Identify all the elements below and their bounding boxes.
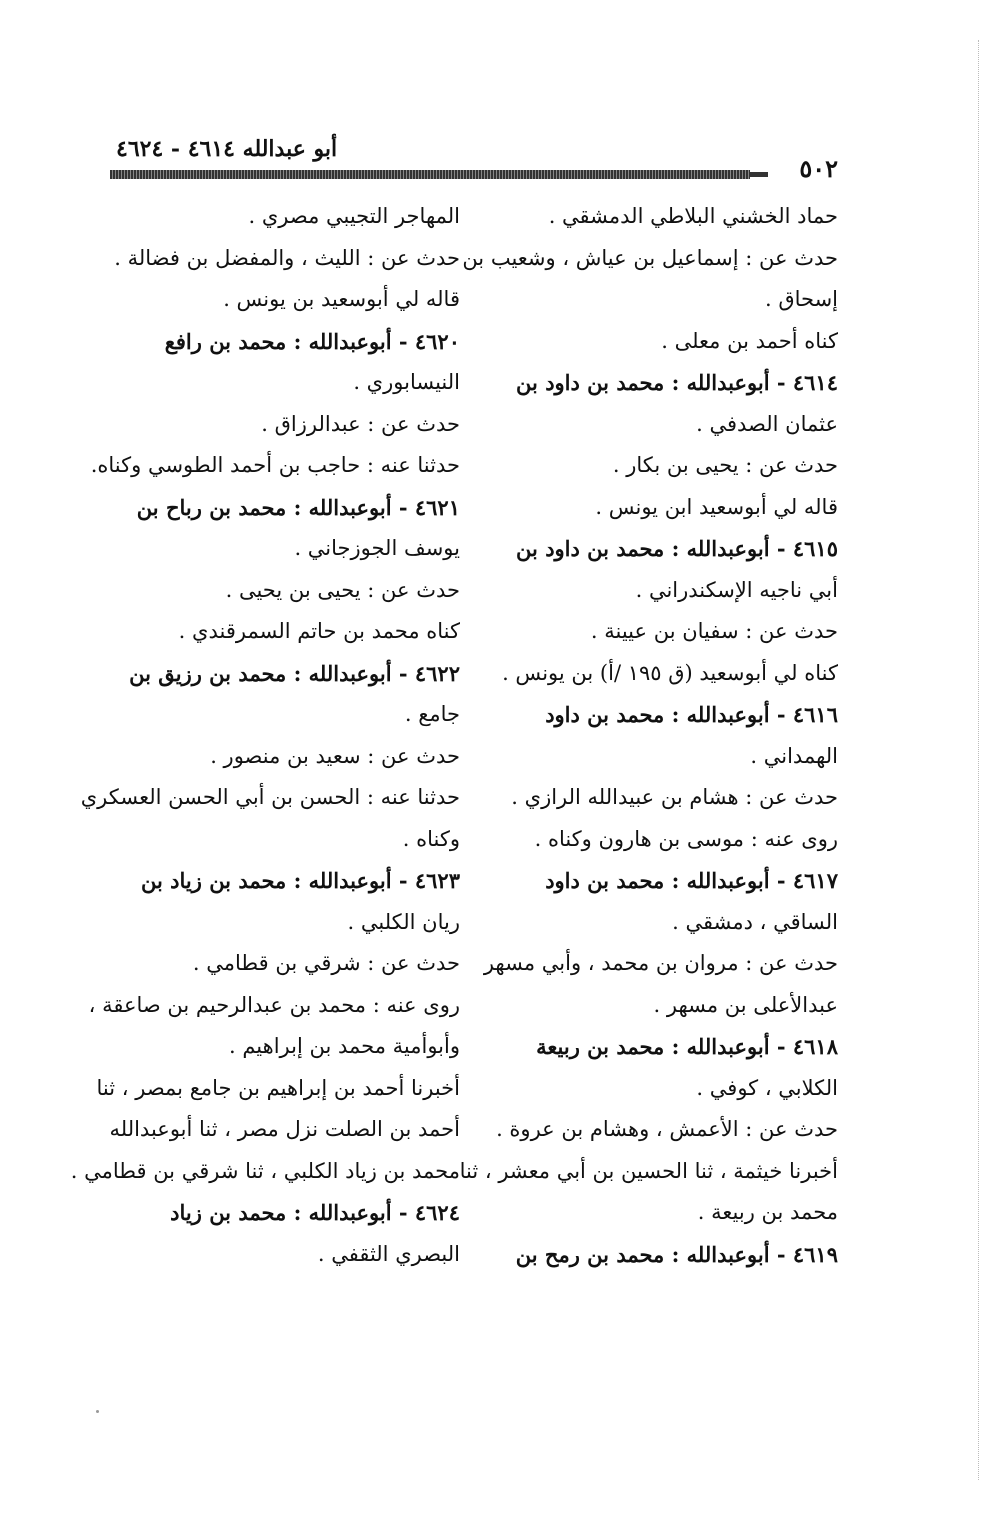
text-line: حدث عن : مروان بن محمد ، وأبي مسهر <box>483 951 838 975</box>
text-line: عبدالأعلى بن مسهر . <box>653 992 838 1017</box>
text-line: حدث عن : إسماعيل بن عياش ، وشعيب بن <box>462 245 838 270</box>
entry-heading-line: ٤٦٢٠ - أبوعبدالله : محمد بن رافع <box>164 328 460 354</box>
text-line: حدث عن : يحيى بن يحيى . <box>225 577 460 602</box>
text-line: ريان الكلبي . <box>347 909 460 934</box>
text-line: محمد بن ربيعة . <box>697 1200 838 1224</box>
text-line: حدث عن : الأعمش ، وهشام بن عروة . <box>496 1117 838 1141</box>
entry-heading-line: ٤٦١٧ - أبوعبدالله : محمد بن داود <box>545 868 838 893</box>
text-line: الساقي ، دمشقي . <box>672 909 838 934</box>
text-line: روى عنه : موسى بن هارون وكناه . <box>534 826 838 851</box>
entry-heading-line: ٤٦١٦ - أبوعبدالله : محمد بن داود <box>545 702 838 727</box>
text-line: وأبوأمية محمد بن إبراهيم . <box>228 1034 460 1058</box>
text-line: الكلابي ، كوفي . <box>696 1075 838 1100</box>
text-line: محمد بن زياد الكلبي ، ثنا شرقي بن قطامي . <box>70 1158 460 1183</box>
text-line: الهمداني . <box>750 743 838 768</box>
header-rule-end <box>750 172 768 177</box>
text-line: كناه لي أبوسعيد (ق ١٩٥ /أ) بن يونس . <box>502 660 838 685</box>
entry-heading-line: ٤٦١٨ - أبوعبدالله : محمد بن ربيعة <box>536 1034 838 1059</box>
entry-heading-line: ٤٦١٤ - أبوعبدالله : محمد بن داود بن <box>516 370 838 395</box>
left-column <box>70 196 460 1275</box>
text-line: أخبرنا أحمد بن إبراهيم بن جامع بمصر ، ثنا <box>96 1075 460 1100</box>
text-line: النيسابوري . <box>353 370 460 394</box>
text-line: حدث عن : الليث ، والمفضل بن فضالة . <box>114 245 460 270</box>
scan-speck <box>96 1410 99 1413</box>
text-line: يوسف الجوزجاني . <box>294 536 460 560</box>
header-rule <box>110 170 750 179</box>
text-line: حدث عن : يحيى بن بكار . <box>612 453 838 477</box>
text-line: حدث عن : سفيان بن عيينة . <box>590 619 838 643</box>
text-line: جامع . <box>404 702 460 726</box>
text-line: حماد الخشني البلاطي الدمشقي . <box>548 204 838 228</box>
text-line: وكناه . <box>402 826 460 851</box>
page-number: ٥٠٢ <box>799 154 838 183</box>
text-line: حدثنا عنه : الحسن بن أبي الحسن العسكري <box>80 785 460 809</box>
text-line: إسحاق . <box>764 287 838 311</box>
page-header <box>110 136 846 186</box>
entry-heading-line: ٤٦١٩ - أبوعبدالله : محمد بن رمح بن <box>515 1241 838 1267</box>
running-title: أبو عبدالله ٤٦١٤ - ٤٦٢٤ <box>116 136 338 162</box>
entry-heading-line: ٤٦٢٤ - أبوعبدالله : محمد بن زياد <box>170 1200 460 1225</box>
scan-margin-line <box>978 40 979 1480</box>
text-line: أبي ناجيه الإسكندراني . <box>635 577 838 602</box>
right-column <box>459 196 838 1275</box>
text-line: روى عنه : محمد بن عبدالرحيم بن صاعقة ، <box>88 992 460 1017</box>
entry-heading-line: ٤٦١٥ - أبوعبدالله : محمد بن داود بن <box>516 536 838 561</box>
text-line: البصري الثقفي . <box>317 1241 460 1266</box>
text-line: حدث عن : عبدالرزاق . <box>261 411 460 436</box>
entry-heading-line: ٤٦٢٢ - أبوعبدالله : محمد بن رزيق بن <box>129 660 460 686</box>
text-line: قاله لي أبوسعيد بن يونس . <box>223 287 460 311</box>
text-line: كناه أحمد بن معلى . <box>661 328 838 353</box>
text-line: حدث عن : هشام بن عبيدالله الرازي . <box>511 785 838 809</box>
text-line: حدث عن : شرقي بن قطامي . <box>192 951 460 975</box>
text-line: أحمد بن الصلت نزل مصر ، ثنا أبوعبدالله <box>109 1117 460 1141</box>
text-line: المهاجر التجيبي مصري . <box>248 204 460 228</box>
text-line: أخبرنا خيثمة ، ثنا الحسين بن أبي معشر ، ثنا <box>459 1158 838 1183</box>
entry-heading-line: ٤٦٢٣ - أبوعبدالله : محمد بن زياد بن <box>141 868 460 893</box>
entry-heading-line: ٤٦٢١ - أبوعبدالله : محمد بن رباح بن <box>136 494 460 520</box>
text-line: قاله لي أبوسعيد ابن يونس . <box>595 494 838 519</box>
text-line: كناه محمد بن حاتم السمرقندي . <box>178 619 460 643</box>
text-line: حدثنا عنه : حاجب بن أحمد الطوسي وكناه. <box>90 453 460 477</box>
text-line: عثمان الصدفي . <box>696 411 838 436</box>
text-line: حدث عن : سعيد بن منصور . <box>210 743 460 768</box>
